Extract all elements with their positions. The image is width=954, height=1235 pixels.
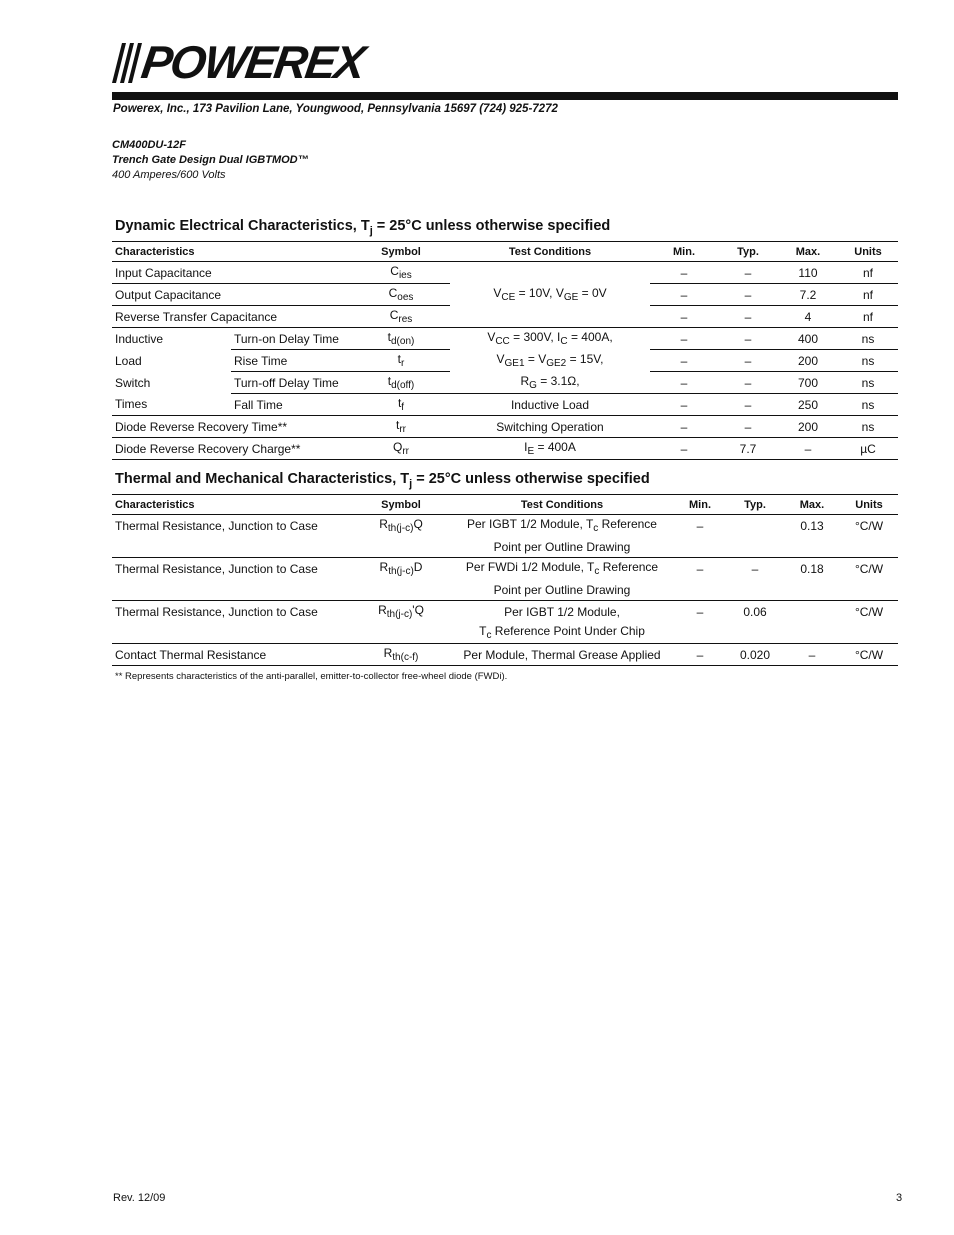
units-value: nf bbox=[838, 306, 898, 328]
units-value: °C/W bbox=[854, 561, 884, 576]
symbol: $R_{th(c-f)}$ bbox=[352, 644, 450, 666]
test-condition: Per FWDi 1/2 Module, $T_c$ Reference bbox=[465, 560, 659, 577]
test-condition: $I_E = 400A$ bbox=[450, 438, 650, 460]
symbol: $t_f$ bbox=[352, 394, 450, 416]
symbol: $t_{d(off)}$ bbox=[352, 372, 450, 394]
characteristic: Rise Time bbox=[231, 350, 352, 372]
col-test-conditions: Test Conditions bbox=[450, 242, 650, 262]
typ-value: – bbox=[718, 350, 778, 372]
typ-value: – bbox=[718, 416, 778, 438]
min-value: – bbox=[674, 644, 726, 666]
symbol: $t_r$ bbox=[352, 350, 450, 372]
test-condition: Per IGBT 1/2 Module, bbox=[504, 604, 620, 619]
max-value: 7.2 bbox=[778, 284, 838, 306]
max-value bbox=[784, 601, 840, 623]
company-address: Powerex, Inc., 173 Pavilion Lane, Youngwood, Pennsylvania 15697 (724) 925-7272 bbox=[113, 103, 558, 115]
header-rule bbox=[112, 92, 898, 100]
capacitance-condition: $V_{CE} = 10V$, $V_{GE} = 0V$ bbox=[450, 262, 650, 328]
test-condition: Per Module, Thermal Grease Applied bbox=[450, 644, 674, 666]
characteristic: Diode Reverse Recovery Charge** bbox=[112, 438, 352, 460]
table-row-continuation bbox=[112, 622, 898, 644]
table-row bbox=[112, 515, 898, 537]
max-value: – bbox=[778, 438, 838, 460]
table-row bbox=[112, 644, 898, 666]
symbol: $C_{oes}$ bbox=[352, 284, 450, 306]
max-value: 200 bbox=[778, 416, 838, 438]
dynamic-header-row bbox=[112, 242, 898, 262]
min-value: – bbox=[650, 394, 718, 416]
table-row bbox=[112, 328, 898, 350]
part-info bbox=[112, 138, 309, 183]
page-number: 3 bbox=[896, 1192, 903, 1204]
symbol: $R_{th(j-c)}D$ bbox=[379, 560, 423, 577]
units-value: ns bbox=[838, 350, 898, 372]
col-characteristics: Characteristics bbox=[112, 242, 352, 262]
test-condition: Per IGBT 1/2 Module, $T_c$ Reference bbox=[467, 517, 657, 534]
switch-condition-3: $R_G = 3.1\Omega$, bbox=[450, 372, 650, 394]
col-units: Units bbox=[840, 495, 898, 515]
table-row bbox=[112, 558, 898, 580]
min-value: – bbox=[650, 372, 718, 394]
min-value: – bbox=[650, 262, 718, 284]
table-row bbox=[112, 438, 898, 460]
col-min: Min. bbox=[674, 495, 726, 515]
characteristic: Thermal Resistance, Junction to Case bbox=[115, 561, 318, 576]
footnote: ** Represents characteristics of the anti-parallel, emitter-to-collector free-wheel diode (FWDi). bbox=[115, 671, 508, 682]
characteristic: Input Capacitance bbox=[112, 262, 352, 284]
max-value: 110 bbox=[778, 262, 838, 284]
thermal-table bbox=[112, 494, 898, 666]
revision: Rev. 12/09 bbox=[113, 1192, 166, 1204]
col-max: Max. bbox=[784, 495, 840, 515]
units-value: °C/W bbox=[840, 644, 898, 666]
units-value: nf bbox=[838, 284, 898, 306]
table-row bbox=[112, 350, 898, 372]
col-symbol: Symbol bbox=[352, 242, 450, 262]
symbol: $t_{rr}$ bbox=[352, 416, 450, 438]
table-row bbox=[112, 601, 898, 623]
units-value: °C/W bbox=[854, 604, 884, 619]
min-value: – bbox=[650, 438, 718, 460]
symbol: $Q_{rr}$ bbox=[352, 438, 450, 460]
max-value: 4 bbox=[778, 306, 838, 328]
units-value: nf bbox=[838, 262, 898, 284]
characteristic: Reverse Transfer Capacitance bbox=[112, 306, 352, 328]
col-units: Units bbox=[838, 242, 898, 262]
col-typ: Typ. bbox=[718, 242, 778, 262]
min-value: – bbox=[696, 561, 704, 576]
typ-value: – bbox=[718, 284, 778, 306]
typ-value: – bbox=[718, 262, 778, 284]
switch-condition-4: Inductive Load bbox=[450, 394, 650, 416]
typ-value: 0.020 bbox=[726, 644, 784, 666]
thermal-section-title: Thermal and Mechanical Characteristics, $T_j = 25^\circ C$ unless otherwise specified bbox=[115, 471, 650, 490]
characteristic: Thermal Resistance, Junction to Case bbox=[115, 604, 318, 619]
min-value: – bbox=[650, 328, 718, 350]
test-condition-line2: $T_c$ Reference Point Under Chip bbox=[450, 622, 674, 644]
switch-group-label: Inductive bbox=[115, 331, 164, 346]
units-value: ns bbox=[838, 416, 898, 438]
col-symbol: Symbol bbox=[352, 495, 450, 515]
col-typ: Typ. bbox=[726, 495, 784, 515]
table-row-continuation bbox=[112, 536, 898, 558]
units-value: ns bbox=[838, 328, 898, 350]
part-rating: 400 Amperes/600 Volts bbox=[112, 169, 226, 181]
min-value: – bbox=[650, 284, 718, 306]
max-value: 700 bbox=[778, 372, 838, 394]
min-value: – bbox=[696, 604, 704, 619]
symbol: $C_{res}$ bbox=[352, 306, 450, 328]
thermal-header-row bbox=[112, 495, 898, 515]
table-row bbox=[112, 394, 898, 416]
part-number: CM400DU-12F bbox=[112, 139, 186, 151]
typ-value: – bbox=[718, 394, 778, 416]
logo-text: POWEREX bbox=[138, 36, 367, 88]
symbol: $R_{th(j-c)}'Q$ bbox=[378, 603, 424, 620]
typ-value: – bbox=[718, 372, 778, 394]
characteristic: Thermal Resistance, Junction to Case bbox=[115, 518, 318, 533]
switch-condition-1: $V_{CC} = 300V$, $I_C = 400A$, bbox=[487, 330, 613, 348]
dynamic-table bbox=[112, 241, 898, 460]
max-value: 0.18 bbox=[800, 561, 824, 576]
switch-group-label: Times bbox=[112, 394, 231, 416]
characteristic: Turn-off Delay Time bbox=[231, 372, 352, 394]
typ-value: – bbox=[751, 561, 759, 576]
max-value: 250 bbox=[778, 394, 838, 416]
dynamic-section-title: Dynamic Electrical Characteristics, $T_j = 25^\circ C$ unless otherwise specified bbox=[115, 218, 611, 237]
min-value: – bbox=[650, 306, 718, 328]
symbol: $t_{d(on)}$ bbox=[352, 328, 450, 350]
symbol: $R_{th(j-c)}Q$ bbox=[379, 517, 423, 534]
switch-group-label: Switch bbox=[115, 375, 151, 390]
table-row bbox=[112, 372, 898, 394]
col-test-conditions: Test Conditions bbox=[450, 495, 674, 515]
characteristic: Fall Time bbox=[231, 394, 352, 416]
part-description: Trench Gate Design Dual IGBTMOD™ bbox=[112, 154, 309, 166]
typ-value: 7.7 bbox=[718, 438, 778, 460]
table-row bbox=[112, 262, 898, 284]
switch-group-label: Load bbox=[115, 353, 142, 368]
min-value: – bbox=[650, 416, 718, 438]
units-value: ns bbox=[838, 372, 898, 394]
test-condition: Switching Operation bbox=[450, 416, 650, 438]
col-min: Min. bbox=[650, 242, 718, 262]
typ-value bbox=[726, 515, 784, 537]
table-row bbox=[112, 416, 898, 438]
max-value: – bbox=[784, 644, 840, 666]
characteristic: Contact Thermal Resistance bbox=[112, 644, 352, 666]
test-condition-line2: Point per Outline Drawing bbox=[450, 536, 674, 558]
max-value: 400 bbox=[778, 328, 838, 350]
powerex-logo bbox=[112, 36, 367, 88]
max-value: 200 bbox=[778, 350, 838, 372]
col-characteristics: Characteristics bbox=[112, 495, 352, 515]
units-value: µC bbox=[838, 438, 898, 460]
col-max: Max. bbox=[778, 242, 838, 262]
typ-value: – bbox=[718, 328, 778, 350]
min-value: – bbox=[696, 518, 704, 533]
symbol: $C_{ies}$ bbox=[352, 262, 450, 284]
characteristic: Turn-on Delay Time bbox=[231, 328, 352, 350]
typ-value: 0.06 bbox=[743, 604, 767, 619]
max-value: 0.13 bbox=[800, 518, 824, 533]
characteristic: Output Capacitance bbox=[112, 284, 352, 306]
units-value: °C/W bbox=[854, 518, 884, 533]
min-value: – bbox=[650, 350, 718, 372]
switch-condition-2: $V_{GE1} = V_{GE2} = 15V$, bbox=[496, 352, 604, 369]
units-value: ns bbox=[838, 394, 898, 416]
test-condition-line2: Point per Outline Drawing bbox=[450, 579, 674, 601]
characteristic: Diode Reverse Recovery Time** bbox=[112, 416, 352, 438]
typ-value: – bbox=[718, 306, 778, 328]
table-row-continuation bbox=[112, 579, 898, 601]
